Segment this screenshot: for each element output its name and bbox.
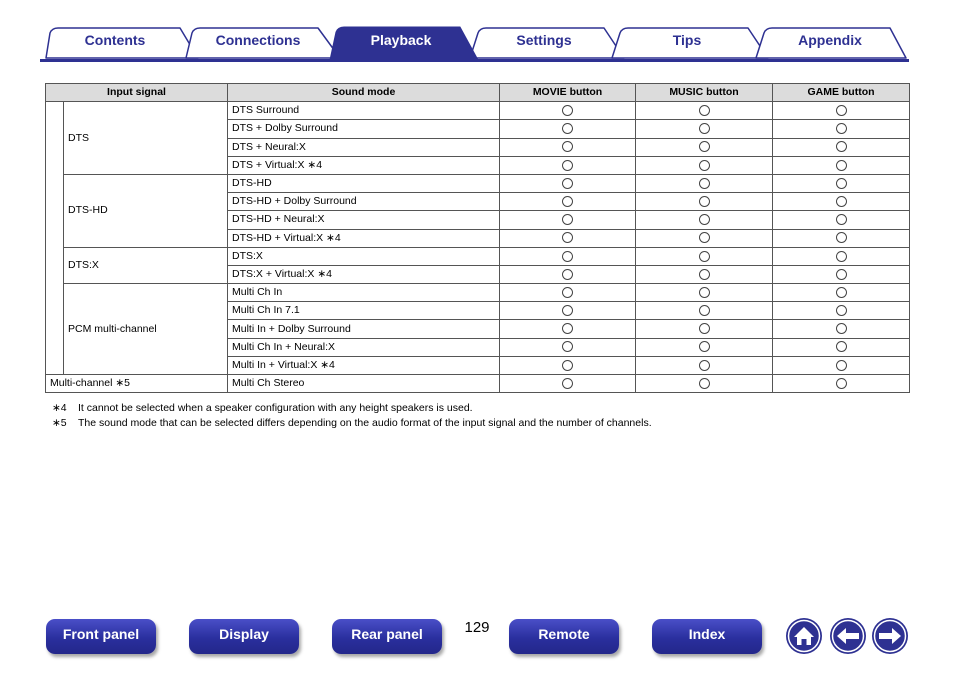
input-signal-dts-hd: DTS-HD: [64, 174, 228, 247]
footnote: [52, 416, 652, 431]
footnote-text: It cannot be selected when a speaker configuration with any height speakers is used.: [78, 402, 473, 414]
circle-icon: [836, 178, 847, 189]
sound-mode-cell: Multi Ch Stereo: [228, 375, 500, 393]
header-music-button: MUSIC button: [636, 84, 773, 102]
circle-icon: [699, 360, 710, 371]
display-button[interactable]: Display: [189, 619, 299, 654]
circle-icon: [699, 251, 710, 262]
footnote: [52, 401, 652, 416]
circle-icon: [836, 232, 847, 243]
circle-icon: [699, 232, 710, 243]
circle-icon: [836, 141, 847, 152]
circle-icon: [562, 214, 573, 225]
tab-underline: [40, 59, 909, 62]
circle-icon: [699, 160, 710, 171]
header-input-signal: Input signal: [46, 84, 228, 102]
circle-icon: [699, 141, 710, 152]
footnote-mark: ∗5: [52, 417, 67, 429]
circle-icon: [562, 178, 573, 189]
sound-mode-cell: DTS + Neural:X: [228, 138, 500, 156]
input-signal-multi-channel: Multi-channel ∗5: [46, 375, 228, 393]
circle-icon: [699, 269, 710, 280]
circle-icon: [699, 196, 710, 207]
sound-mode-cell: DTS-HD + Virtual:X ∗4: [228, 229, 500, 247]
rear-panel-button[interactable]: Rear panel: [332, 619, 442, 654]
sound-mode-cell: DTS-HD + Dolby Surround: [228, 193, 500, 211]
circle-icon: [562, 360, 573, 371]
sound-mode-cell: Multi In + Dolby Surround: [228, 320, 500, 338]
sound-mode-cell: DTS + Virtual:X ∗4: [228, 156, 500, 174]
circle-icon: [699, 123, 710, 134]
table-header-row: [46, 84, 910, 102]
circle-icon: [562, 305, 573, 316]
circle-icon: [699, 178, 710, 189]
table-row: [46, 247, 910, 265]
circle-icon: [699, 105, 710, 116]
sound-mode-cell: Multi Ch In + Neural:X: [228, 338, 500, 356]
circle-icon: [836, 341, 847, 352]
sound-mode-table: [45, 83, 910, 393]
circle-icon: [836, 160, 847, 171]
arrow-left-icon[interactable]: [829, 617, 867, 655]
tab-playback[interactable]: Playback: [370, 32, 432, 48]
circle-icon: [836, 269, 847, 280]
input-signal-dts: DTS: [64, 102, 228, 175]
circle-icon: [836, 196, 847, 207]
tab-connections[interactable]: Connections: [215, 32, 301, 48]
circle-icon: [836, 214, 847, 225]
circle-icon: [699, 378, 710, 389]
circle-icon: [836, 251, 847, 262]
row-group-indent: [46, 102, 64, 375]
header-sound-mode: Sound mode: [228, 84, 500, 102]
arrow-right-icon[interactable]: [871, 617, 909, 655]
tab-settings[interactable]: Settings: [516, 32, 572, 48]
circle-icon: [562, 269, 573, 280]
input-signal-dts-x: DTS:X: [64, 247, 228, 283]
sound-mode-cell: Multi Ch In 7.1: [228, 302, 500, 320]
footnote-mark: ∗4: [52, 402, 67, 414]
sound-mode-cell: DTS-HD + Neural:X: [228, 211, 500, 229]
circle-icon: [836, 123, 847, 134]
home-icon[interactable]: [785, 617, 823, 655]
circle-icon: [562, 196, 573, 207]
table-row: [46, 174, 910, 192]
circle-icon: [699, 305, 710, 316]
header-game-button: GAME button: [773, 84, 910, 102]
circle-icon: [562, 287, 573, 298]
circle-icon: [562, 232, 573, 243]
sound-mode-cell: DTS:X + Virtual:X ∗4: [228, 265, 500, 283]
circle-icon: [562, 160, 573, 171]
top-tab-bar: [0, 0, 954, 64]
circle-icon: [699, 214, 710, 225]
page-number: 129: [464, 619, 490, 636]
circle-icon: [562, 341, 573, 352]
remote-button[interactable]: Remote: [509, 619, 619, 654]
input-signal-pcm-multi-channel: PCM multi-channel: [64, 284, 228, 375]
tab-contents[interactable]: Contents: [84, 32, 146, 48]
footnotes: [52, 401, 652, 431]
tab-tips[interactable]: Tips: [672, 32, 702, 48]
tab-appendix[interactable]: Appendix: [798, 32, 862, 48]
circle-icon: [836, 378, 847, 389]
circle-icon: [836, 360, 847, 371]
circle-icon: [562, 251, 573, 262]
sound-mode-cell: DTS:X: [228, 247, 500, 265]
sound-mode-cell: DTS + Dolby Surround: [228, 120, 500, 138]
table-row: [46, 375, 910, 393]
circle-icon: [562, 378, 573, 389]
front-panel-button[interactable]: Front panel: [46, 619, 156, 654]
sound-mode-cell: Multi Ch In: [228, 284, 500, 302]
circle-icon: [699, 341, 710, 352]
table-body: [46, 102, 910, 393]
circle-icon: [699, 323, 710, 334]
footnote-text: The sound mode that can be selected differs depending on the audio format of the input signal and the number of channels.: [78, 417, 652, 429]
circle-icon: [699, 287, 710, 298]
header-movie-button: MOVIE button: [500, 84, 636, 102]
circle-icon: [836, 287, 847, 298]
index-button[interactable]: Index: [652, 619, 762, 654]
circle-icon: [836, 323, 847, 334]
circle-icon: [562, 105, 573, 116]
sound-mode-cell: DTS-HD: [228, 174, 500, 192]
circle-icon: [562, 323, 573, 334]
sound-mode-cell: DTS Surround: [228, 102, 500, 120]
table-row: [46, 284, 910, 302]
table-row: [46, 102, 910, 120]
circle-icon: [562, 123, 573, 134]
sound-mode-cell: Multi In + Virtual:X ∗4: [228, 356, 500, 374]
circle-icon: [836, 305, 847, 316]
circle-icon: [562, 141, 573, 152]
circle-icon: [836, 105, 847, 116]
